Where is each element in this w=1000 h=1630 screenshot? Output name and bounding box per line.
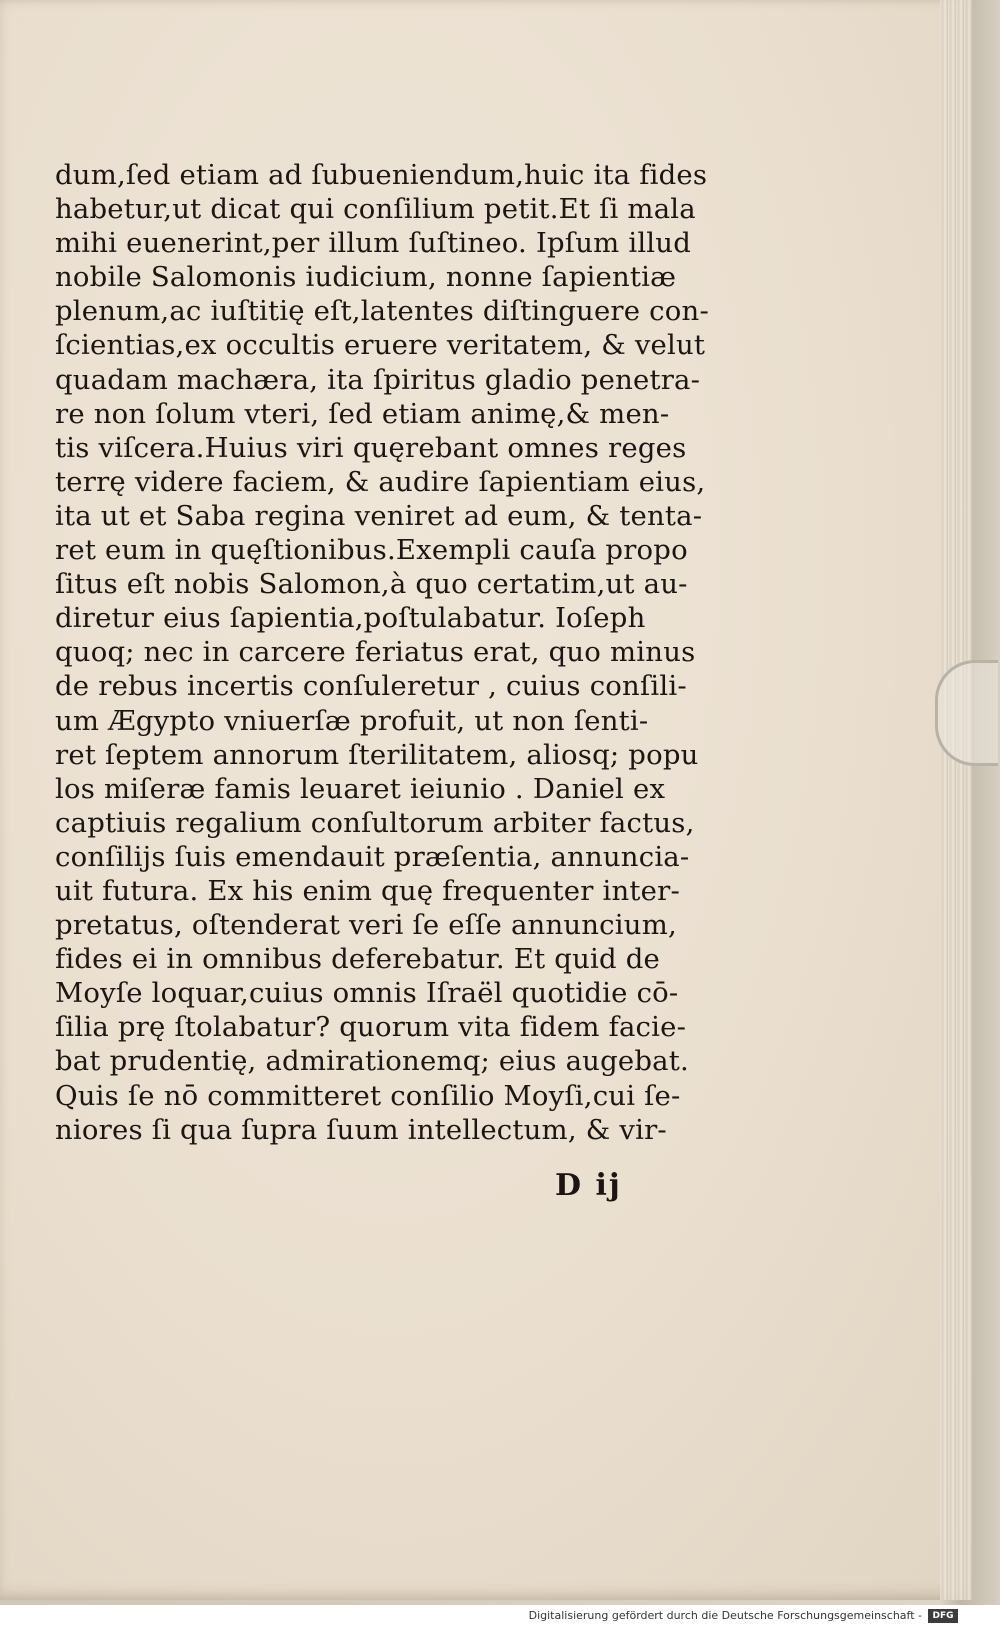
text-line: Quis ſe nō committeret conſilio Moyſi,cui ſe- [55,1079,681,1112]
text-line: niores ſi qua ſupra ſuum intellectum, & vir- [55,1113,667,1146]
text-line: ſitus eſt nobis Salomon,à quo certatim,ut au- [55,568,688,601]
page-stack-edge [940,0,972,1600]
signature-mark: D ij [555,1168,622,1203]
text-line: re non ſolum vteri, ſed etiam animę,& men- [55,397,670,430]
text-line: ſilia prę ſtolabatur? quorum vita fidem facie- [55,1011,687,1044]
text-line: captiuis regalium conſultorum arbiter factus, [55,806,695,839]
text-line: de rebus incertis conſuleretur , cuius conſili- [55,670,687,703]
text-line: terrę videre faciem, & audire ſapientiam eius, [55,465,706,498]
text-line: quoq; nec in carcere feriatus erat, quo minus [55,636,696,669]
text-line: habetur,ut dicat qui conſilium petit.Et ſi mala [55,193,696,226]
text-line: ret eum in quęſtionibus.Exempli cauſa propo [55,534,688,567]
clasp-loop [935,660,998,766]
body-text [55,158,715,1147]
text-line: ſcientias,ex occultis eruere veritatem, & velut [55,329,706,362]
text-line: ret ſeptem annorum ſterilitatem, aliosq; popu [55,738,699,771]
text-line: conſilijs ſuis emendauit præſentia, annuncia- [55,840,690,873]
text-line: los miſeræ famis leuaret ieiunio . Daniel ex [55,772,666,805]
text-line: bat prudentię, admirationemq; eius augebat. [55,1045,689,1078]
text-line: fides ei in omnibus deferebatur. Et quid de [55,943,660,976]
text-line: um Ægypto vniuerſæ profuit, ut non ſenti- [55,704,649,737]
text-line: nobile Salomonis iudicium, nonne ſapientiæ [55,261,677,294]
text-line: plenum,ac iuſtitię eſt,latentes diſtinguere con- [55,295,709,328]
text-line: quadam machæra, ita ſpiritus gladio penetra- [55,363,701,396]
text-line: Moyſe loquar,cuius omnis Iſraël quotidie cō- [55,977,679,1010]
text-line: uit futura. Ex his enim quę frequenter inter- [55,874,680,907]
text-line: ita ut et Saba regina veniret ad eum, & tenta- [55,499,703,532]
text-line: diretur eius ſapientia,poſtulabatur. Ioſeph [55,602,646,635]
text-line: mihi euenerint,per illum ſuſtineo. Ipſum illud [55,227,692,260]
text-line: pretatus, oſtenderat veri ſe eſſe annuncium, [55,909,677,942]
text-line: dum,ſed etiam ad ſubueniendum,huic ita fides [55,159,708,191]
funding-credit: Digitalisierung gefördert durch die Deutsche Forschungsgemeinschaft - [528,1609,922,1622]
text-line: tis viſcera.Huius viri quęrebant omnes reges [55,431,687,464]
dfg-logo: DFG [928,1609,958,1623]
